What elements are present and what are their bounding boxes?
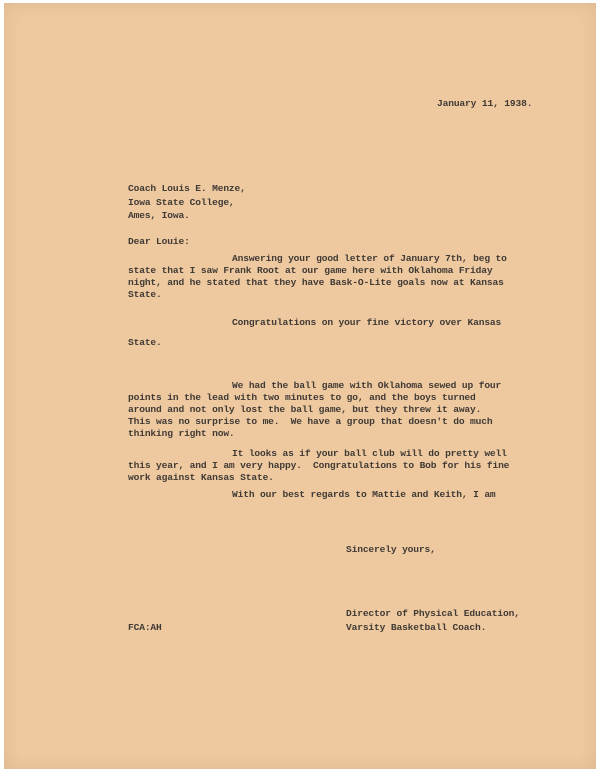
recipient-institution: Iowa State College,	[128, 197, 235, 208]
paragraph-line: State.	[128, 337, 162, 348]
paragraph-line: points in the lead with two minutes to go, and the boys turned	[128, 392, 476, 403]
paragraph-line: We had the ball game with Oklahoma sewed up four	[232, 380, 502, 391]
recipient-city: Ames, Iowa.	[128, 210, 190, 221]
paragraph-line: Answering your good letter of January 7th, beg to	[232, 253, 507, 264]
paragraph-line: work against Kansas State.	[128, 472, 274, 483]
letter-page	[4, 3, 596, 769]
paragraph-2	[128, 317, 558, 349]
paragraph-line: thinking right now.	[128, 428, 235, 439]
letter-date: January 11, 1938.	[437, 98, 533, 109]
paragraph-line: night, and he stated that they have Bask-O-Lite goals now at Kansas	[128, 277, 504, 288]
recipient-name: Coach Louis E. Menze,	[128, 183, 246, 194]
paragraph-line: this year, and I am very happy. Congratulations to Bob for his fine	[128, 460, 510, 471]
paragraph-line: State.	[128, 289, 162, 300]
reference-initials: FCA:AH	[128, 622, 162, 633]
salutation: Dear Louie:	[128, 236, 190, 247]
signature-subtitle: Varsity Basketball Coach.	[346, 622, 487, 633]
paragraph-1	[128, 253, 558, 301]
paragraph-5	[128, 489, 558, 501]
paragraph-4	[128, 448, 558, 484]
paragraph-line: state that I saw Frank Root at our game here with Oklahoma Friday	[128, 265, 493, 276]
paragraph-line: It looks as if your ball club will do pretty well	[232, 448, 507, 459]
paragraph-line: With our best regards to Mattie and Keith, I am	[232, 489, 496, 500]
paragraph-line: This was no surprise to me. We have a group that doesn't do much	[128, 416, 493, 427]
signature-title: Director of Physical Education,	[346, 608, 520, 619]
closing: Sincerely yours,	[346, 544, 436, 555]
paragraph-line: around and not only lost the ball game, but they threw it away.	[128, 404, 482, 415]
paragraph-3	[128, 380, 558, 440]
paragraph-line: Congratulations on your fine victory over Kansas	[232, 317, 502, 328]
